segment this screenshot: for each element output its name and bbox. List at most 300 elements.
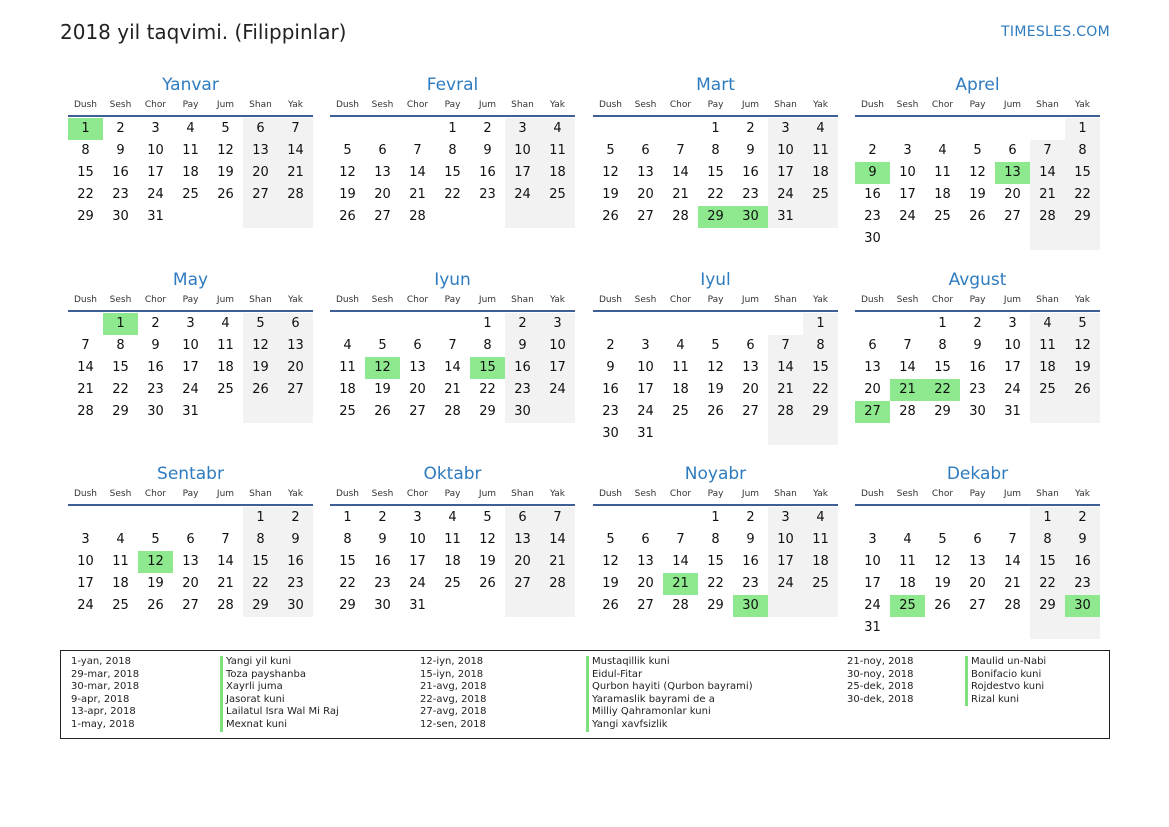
day-cell[interactable]: 26 <box>243 379 278 401</box>
day-cell[interactable]: 8 <box>711 143 720 158</box>
day-cell[interactable]: 4 <box>540 118 575 140</box>
day-cell[interactable]: 13 <box>409 360 426 375</box>
day-cell[interactable]: 16 <box>505 357 540 379</box>
day-cell[interactable]: 30 <box>602 426 619 441</box>
day-cell[interactable]: 8 <box>1065 140 1100 162</box>
day-cell[interactable]: 28 <box>768 401 803 423</box>
day-cell[interactable]: 8 <box>483 338 492 353</box>
day-cell[interactable]: 13 <box>505 529 540 551</box>
day-cell[interactable]: 20 <box>374 187 391 202</box>
day-cell[interactable]: 1 <box>803 313 838 335</box>
day-cell[interactable]: 29 <box>77 209 94 224</box>
day-cell[interactable]: 20 <box>637 576 654 591</box>
day-cell[interactable]: 6 <box>641 143 650 158</box>
day-cell[interactable]: 2 <box>278 507 313 529</box>
day-cell[interactable]: 17 <box>768 162 803 184</box>
day-cell[interactable]: 15 <box>77 165 94 180</box>
holiday-cell[interactable]: 30 <box>733 206 768 228</box>
day-cell[interactable]: 28 <box>217 598 234 613</box>
day-cell[interactable]: 5 <box>938 532 947 547</box>
day-cell[interactable]: 22 <box>1065 184 1100 206</box>
day-cell[interactable]: 21 <box>217 576 234 591</box>
day-cell[interactable]: 21 <box>540 551 575 573</box>
day-cell[interactable]: 10 <box>864 554 881 569</box>
day-cell[interactable]: 10 <box>147 143 164 158</box>
holiday-cell[interactable]: 29 <box>698 206 733 228</box>
day-cell[interactable]: 27 <box>969 598 986 613</box>
day-cell[interactable]: 25 <box>112 598 129 613</box>
day-cell[interactable]: 27 <box>374 209 391 224</box>
day-cell[interactable]: 20 <box>278 357 313 379</box>
day-cell[interactable]: 19 <box>1065 357 1100 379</box>
day-cell[interactable]: 8 <box>116 338 125 353</box>
day-cell[interactable]: 8 <box>1030 529 1065 551</box>
day-cell[interactable]: 16 <box>147 360 164 375</box>
day-cell[interactable]: 26 <box>1065 379 1100 401</box>
day-cell[interactable]: 31 <box>409 598 426 613</box>
day-cell[interactable]: 6 <box>641 532 650 547</box>
day-cell[interactable]: 16 <box>602 382 619 397</box>
day-cell[interactable]: 31 <box>182 404 199 419</box>
day-cell[interactable]: 14 <box>77 360 94 375</box>
day-cell[interactable]: 3 <box>186 316 195 331</box>
day-cell[interactable]: 4 <box>343 338 352 353</box>
day-cell[interactable]: 24 <box>637 404 654 419</box>
day-cell[interactable]: 25 <box>339 404 356 419</box>
day-cell[interactable]: 9 <box>606 360 615 375</box>
day-cell[interactable]: 25 <box>444 576 461 591</box>
holiday-cell[interactable]: 12 <box>365 357 400 379</box>
day-cell[interactable]: 22 <box>707 187 724 202</box>
day-cell[interactable]: 25 <box>540 184 575 206</box>
day-cell[interactable]: 25 <box>182 187 199 202</box>
day-cell[interactable]: 18 <box>112 576 129 591</box>
day-cell[interactable]: 25 <box>1030 379 1065 401</box>
day-cell[interactable]: 11 <box>899 554 916 569</box>
day-cell[interactable]: 10 <box>409 532 426 547</box>
day-cell[interactable]: 25 <box>803 573 838 595</box>
day-cell[interactable]: 6 <box>746 338 755 353</box>
holiday-cell[interactable]: 15 <box>470 357 505 379</box>
day-cell[interactable]: 28 <box>899 404 916 419</box>
day-cell[interactable]: 10 <box>77 554 94 569</box>
day-cell[interactable]: 4 <box>803 118 838 140</box>
day-cell[interactable]: 19 <box>217 165 234 180</box>
day-cell[interactable]: 19 <box>707 382 724 397</box>
day-cell[interactable]: 25 <box>672 404 689 419</box>
day-cell[interactable]: 13 <box>374 165 391 180</box>
holiday-cell[interactable]: 21 <box>890 379 925 401</box>
day-cell[interactable]: 12 <box>217 143 234 158</box>
day-cell[interactable]: 15 <box>707 554 724 569</box>
day-cell[interactable]: 6 <box>868 338 877 353</box>
day-cell[interactable]: 25 <box>803 184 838 206</box>
day-cell[interactable]: 24 <box>505 184 540 206</box>
day-cell[interactable]: 2 <box>746 121 755 136</box>
day-cell[interactable]: 18 <box>339 382 356 397</box>
day-cell[interactable]: 30 <box>505 401 540 423</box>
day-cell[interactable]: 12 <box>1065 335 1100 357</box>
day-cell[interactable]: 14 <box>672 165 689 180</box>
day-cell[interactable]: 21 <box>768 379 803 401</box>
day-cell[interactable]: 28 <box>672 598 689 613</box>
day-cell[interactable]: 27 <box>742 404 759 419</box>
day-cell[interactable]: 31 <box>864 620 881 635</box>
day-cell[interactable]: 1 <box>1030 507 1065 529</box>
day-cell[interactable]: 11 <box>803 529 838 551</box>
day-cell[interactable]: 7 <box>1008 532 1017 547</box>
day-cell[interactable]: 15 <box>803 357 838 379</box>
day-cell[interactable]: 23 <box>112 187 129 202</box>
day-cell[interactable]: 25 <box>934 209 951 224</box>
day-cell[interactable]: 6 <box>378 143 387 158</box>
day-cell[interactable]: 23 <box>374 576 391 591</box>
day-cell[interactable]: 11 <box>934 165 951 180</box>
day-cell[interactable]: 23 <box>742 187 759 202</box>
holiday-cell[interactable]: 21 <box>663 573 698 595</box>
day-cell[interactable]: 14 <box>540 529 575 551</box>
holiday-cell[interactable]: 9 <box>855 162 890 184</box>
day-cell[interactable]: 30 <box>864 231 881 246</box>
day-cell[interactable]: 10 <box>899 165 916 180</box>
day-cell[interactable]: 11 <box>182 143 199 158</box>
day-cell[interactable]: 13 <box>278 335 313 357</box>
day-cell[interactable]: 26 <box>707 404 724 419</box>
day-cell[interactable]: 8 <box>81 143 90 158</box>
day-cell[interactable]: 29 <box>112 404 129 419</box>
day-cell[interactable]: 29 <box>339 598 356 613</box>
day-cell[interactable]: 6 <box>505 507 540 529</box>
day-cell[interactable]: 8 <box>938 338 947 353</box>
day-cell[interactable]: 6 <box>243 118 278 140</box>
day-cell[interactable]: 10 <box>637 360 654 375</box>
day-cell[interactable]: 13 <box>243 140 278 162</box>
day-cell[interactable]: 6 <box>1008 143 1017 158</box>
day-cell[interactable]: 3 <box>868 532 877 547</box>
day-cell[interactable]: 13 <box>637 554 654 569</box>
day-cell[interactable]: 6 <box>973 532 982 547</box>
day-cell[interactable]: 19 <box>602 187 619 202</box>
day-cell[interactable]: 27 <box>409 404 426 419</box>
day-cell[interactable]: 17 <box>1004 360 1021 375</box>
day-cell[interactable]: 1 <box>448 121 457 136</box>
day-cell[interactable]: 2 <box>378 510 387 525</box>
day-cell[interactable]: 4 <box>221 316 230 331</box>
day-cell[interactable]: 1 <box>1065 118 1100 140</box>
day-cell[interactable]: 16 <box>1065 551 1100 573</box>
day-cell[interactable]: 27 <box>637 598 654 613</box>
day-cell[interactable]: 29 <box>934 404 951 419</box>
day-cell[interactable]: 18 <box>934 187 951 202</box>
day-cell[interactable]: 26 <box>969 209 986 224</box>
holiday-cell[interactable]: 13 <box>995 162 1030 184</box>
day-cell[interactable]: 27 <box>182 598 199 613</box>
day-cell[interactable]: 14 <box>1030 162 1065 184</box>
day-cell[interactable]: 27 <box>637 209 654 224</box>
day-cell[interactable]: 13 <box>864 360 881 375</box>
day-cell[interactable]: 24 <box>899 209 916 224</box>
day-cell[interactable]: 16 <box>742 554 759 569</box>
day-cell[interactable]: 9 <box>973 338 982 353</box>
day-cell[interactable]: 30 <box>112 209 129 224</box>
day-cell[interactable]: 19 <box>339 187 356 202</box>
day-cell[interactable]: 26 <box>934 598 951 613</box>
day-cell[interactable]: 4 <box>803 507 838 529</box>
day-cell[interactable]: 3 <box>151 121 160 136</box>
day-cell[interactable]: 26 <box>339 209 356 224</box>
day-cell[interactable]: 15 <box>444 165 461 180</box>
day-cell[interactable]: 25 <box>217 382 234 397</box>
day-cell[interactable]: 23 <box>969 382 986 397</box>
day-cell[interactable]: 19 <box>147 576 164 591</box>
day-cell[interactable]: 12 <box>969 165 986 180</box>
day-cell[interactable]: 21 <box>409 187 426 202</box>
day-cell[interactable]: 20 <box>409 382 426 397</box>
day-cell[interactable]: 26 <box>602 598 619 613</box>
day-cell[interactable]: 1 <box>483 316 492 331</box>
day-cell[interactable]: 8 <box>711 532 720 547</box>
day-cell[interactable]: 24 <box>1004 382 1021 397</box>
day-cell[interactable]: 29 <box>803 401 838 423</box>
day-cell[interactable]: 10 <box>182 338 199 353</box>
day-cell[interactable]: 7 <box>448 338 457 353</box>
day-cell[interactable]: 3 <box>768 118 803 140</box>
day-cell[interactable]: 5 <box>483 510 492 525</box>
day-cell[interactable]: 17 <box>182 360 199 375</box>
day-cell[interactable]: 10 <box>505 140 540 162</box>
day-cell[interactable]: 19 <box>243 357 278 379</box>
day-cell[interactable]: 18 <box>1030 357 1065 379</box>
day-cell[interactable]: 3 <box>903 143 912 158</box>
day-cell[interactable]: 12 <box>339 165 356 180</box>
day-cell[interactable]: 14 <box>409 165 426 180</box>
day-cell[interactable]: 28 <box>540 573 575 595</box>
day-cell[interactable]: 16 <box>479 165 496 180</box>
day-cell[interactable]: 11 <box>112 554 129 569</box>
day-cell[interactable]: 5 <box>711 338 720 353</box>
day-cell[interactable]: 15 <box>339 554 356 569</box>
day-cell[interactable]: 30 <box>969 404 986 419</box>
day-cell[interactable]: 13 <box>969 554 986 569</box>
day-cell[interactable]: 10 <box>1004 338 1021 353</box>
day-cell[interactable]: 11 <box>1030 335 1065 357</box>
day-cell[interactable]: 7 <box>903 338 912 353</box>
day-cell[interactable]: 12 <box>707 360 724 375</box>
day-cell[interactable]: 15 <box>1030 551 1065 573</box>
day-cell[interactable]: 19 <box>934 576 951 591</box>
day-cell[interactable]: 1 <box>243 507 278 529</box>
day-cell[interactable]: 22 <box>479 382 496 397</box>
day-cell[interactable]: 17 <box>77 576 94 591</box>
day-cell[interactable]: 23 <box>1065 573 1100 595</box>
day-cell[interactable]: 6 <box>278 313 313 335</box>
day-cell[interactable]: 31 <box>147 209 164 224</box>
day-cell[interactable]: 5 <box>606 532 615 547</box>
day-cell[interactable]: 21 <box>1004 576 1021 591</box>
day-cell[interactable]: 14 <box>1004 554 1021 569</box>
day-cell[interactable]: 16 <box>742 165 759 180</box>
day-cell[interactable]: 10 <box>768 529 803 551</box>
day-cell[interactable]: 9 <box>483 143 492 158</box>
day-cell[interactable]: 21 <box>77 382 94 397</box>
day-cell[interactable]: 5 <box>378 338 387 353</box>
day-cell[interactable]: 24 <box>540 379 575 401</box>
day-cell[interactable]: 22 <box>77 187 94 202</box>
day-cell[interactable]: 24 <box>864 598 881 613</box>
day-cell[interactable]: 13 <box>637 165 654 180</box>
day-cell[interactable]: 7 <box>221 532 230 547</box>
day-cell[interactable]: 21 <box>444 382 461 397</box>
day-cell[interactable]: 7 <box>81 338 90 353</box>
day-cell[interactable]: 13 <box>182 554 199 569</box>
day-cell[interactable]: 30 <box>374 598 391 613</box>
day-cell[interactable]: 27 <box>1004 209 1021 224</box>
day-cell[interactable]: 10 <box>540 335 575 357</box>
day-cell[interactable]: 19 <box>479 554 496 569</box>
day-cell[interactable]: 5 <box>221 121 230 136</box>
day-cell[interactable]: 16 <box>278 551 313 573</box>
day-cell[interactable]: 10 <box>768 140 803 162</box>
day-cell[interactable]: 11 <box>217 338 234 353</box>
day-cell[interactable]: 12 <box>934 554 951 569</box>
day-cell[interactable]: 23 <box>505 379 540 401</box>
day-cell[interactable]: 26 <box>374 404 391 419</box>
day-cell[interactable]: 22 <box>444 187 461 202</box>
holiday-cell[interactable]: 30 <box>733 595 768 617</box>
day-cell[interactable]: 22 <box>803 379 838 401</box>
day-cell[interactable]: 24 <box>147 187 164 202</box>
day-cell[interactable]: 24 <box>768 184 803 206</box>
day-cell[interactable]: 31 <box>1004 404 1021 419</box>
day-cell[interactable]: 1 <box>343 510 352 525</box>
day-cell[interactable]: 31 <box>637 426 654 441</box>
day-cell[interactable]: 18 <box>672 382 689 397</box>
day-cell[interactable]: 29 <box>1065 206 1100 228</box>
day-cell[interactable]: 27 <box>505 573 540 595</box>
day-cell[interactable]: 7 <box>278 118 313 140</box>
day-cell[interactable]: 12 <box>479 532 496 547</box>
day-cell[interactable]: 17 <box>899 187 916 202</box>
day-cell[interactable]: 27 <box>278 379 313 401</box>
day-cell[interactable]: 2 <box>746 510 755 525</box>
day-cell[interactable]: 24 <box>768 573 803 595</box>
day-cell[interactable]: 17 <box>637 382 654 397</box>
day-cell[interactable]: 4 <box>1030 313 1065 335</box>
day-cell[interactable]: 18 <box>803 162 838 184</box>
day-cell[interactable]: 14 <box>899 360 916 375</box>
holiday-cell[interactable]: 1 <box>103 313 138 335</box>
day-cell[interactable]: 23 <box>147 382 164 397</box>
day-cell[interactable]: 14 <box>672 554 689 569</box>
holiday-cell[interactable]: 30 <box>1065 595 1100 617</box>
day-cell[interactable]: 26 <box>479 576 496 591</box>
day-cell[interactable]: 24 <box>409 576 426 591</box>
day-cell[interactable]: 3 <box>505 118 540 140</box>
day-cell[interactable]: 26 <box>217 187 234 202</box>
day-cell[interactable]: 5 <box>243 313 278 335</box>
day-cell[interactable]: 8 <box>448 143 457 158</box>
day-cell[interactable]: 16 <box>374 554 391 569</box>
day-cell[interactable]: 17 <box>768 551 803 573</box>
day-cell[interactable]: 22 <box>339 576 356 591</box>
day-cell[interactable]: 9 <box>116 143 125 158</box>
day-cell[interactable]: 19 <box>969 187 986 202</box>
day-cell[interactable]: 22 <box>707 576 724 591</box>
day-cell[interactable]: 1 <box>711 121 720 136</box>
day-cell[interactable]: 2 <box>116 121 125 136</box>
day-cell[interactable]: 14 <box>278 140 313 162</box>
day-cell[interactable]: 3 <box>413 510 422 525</box>
day-cell[interactable]: 2 <box>151 316 160 331</box>
day-cell[interactable]: 3 <box>1008 316 1017 331</box>
day-cell[interactable]: 9 <box>505 335 540 357</box>
holiday-cell[interactable]: 22 <box>925 379 960 401</box>
day-cell[interactable]: 12 <box>243 335 278 357</box>
day-cell[interactable]: 4 <box>676 338 685 353</box>
day-cell[interactable]: 29 <box>707 598 724 613</box>
day-cell[interactable]: 28 <box>672 209 689 224</box>
day-cell[interactable]: 8 <box>243 529 278 551</box>
day-cell[interactable]: 4 <box>938 143 947 158</box>
day-cell[interactable]: 31 <box>768 206 803 228</box>
day-cell[interactable]: 18 <box>540 162 575 184</box>
day-cell[interactable]: 14 <box>217 554 234 569</box>
day-cell[interactable]: 9 <box>278 529 313 551</box>
day-cell[interactable]: 8 <box>803 335 838 357</box>
day-cell[interactable]: 26 <box>602 209 619 224</box>
day-cell[interactable]: 24 <box>182 382 199 397</box>
day-cell[interactable]: 2 <box>606 338 615 353</box>
day-cell[interactable]: 4 <box>448 510 457 525</box>
holiday-cell[interactable]: 12 <box>138 551 173 573</box>
day-cell[interactable]: 17 <box>147 165 164 180</box>
day-cell[interactable]: 7 <box>540 507 575 529</box>
day-cell[interactable]: 20 <box>505 551 540 573</box>
day-cell[interactable]: 28 <box>1004 598 1021 613</box>
day-cell[interactable]: 20 <box>637 187 654 202</box>
day-cell[interactable]: 18 <box>444 554 461 569</box>
day-cell[interactable]: 2 <box>483 121 492 136</box>
day-cell[interactable]: 18 <box>899 576 916 591</box>
day-cell[interactable]: 6 <box>413 338 422 353</box>
day-cell[interactable]: 11 <box>540 140 575 162</box>
day-cell[interactable]: 2 <box>1065 507 1100 529</box>
day-cell[interactable]: 7 <box>676 532 685 547</box>
day-cell[interactable]: 15 <box>1065 162 1100 184</box>
day-cell[interactable]: 20 <box>182 576 199 591</box>
day-cell[interactable]: 7 <box>413 143 422 158</box>
day-cell[interactable]: 17 <box>409 554 426 569</box>
day-cell[interactable]: 11 <box>803 140 838 162</box>
day-cell[interactable]: 15 <box>112 360 129 375</box>
day-cell[interactable]: 4 <box>116 532 125 547</box>
day-cell[interactable]: 5 <box>343 143 352 158</box>
day-cell[interactable]: 15 <box>934 360 951 375</box>
day-cell[interactable]: 16 <box>864 187 881 202</box>
day-cell[interactable]: 1 <box>938 316 947 331</box>
day-cell[interactable]: 16 <box>112 165 129 180</box>
day-cell[interactable]: 19 <box>602 576 619 591</box>
day-cell[interactable]: 29 <box>1030 595 1065 617</box>
day-cell[interactable]: 5 <box>973 143 982 158</box>
day-cell[interactable]: 11 <box>444 532 461 547</box>
day-cell[interactable]: 30 <box>278 595 313 617</box>
day-cell[interactable]: 18 <box>217 360 234 375</box>
day-cell[interactable]: 15 <box>243 551 278 573</box>
day-cell[interactable]: 2 <box>973 316 982 331</box>
day-cell[interactable]: 17 <box>864 576 881 591</box>
holiday-cell[interactable]: 1 <box>68 118 103 140</box>
